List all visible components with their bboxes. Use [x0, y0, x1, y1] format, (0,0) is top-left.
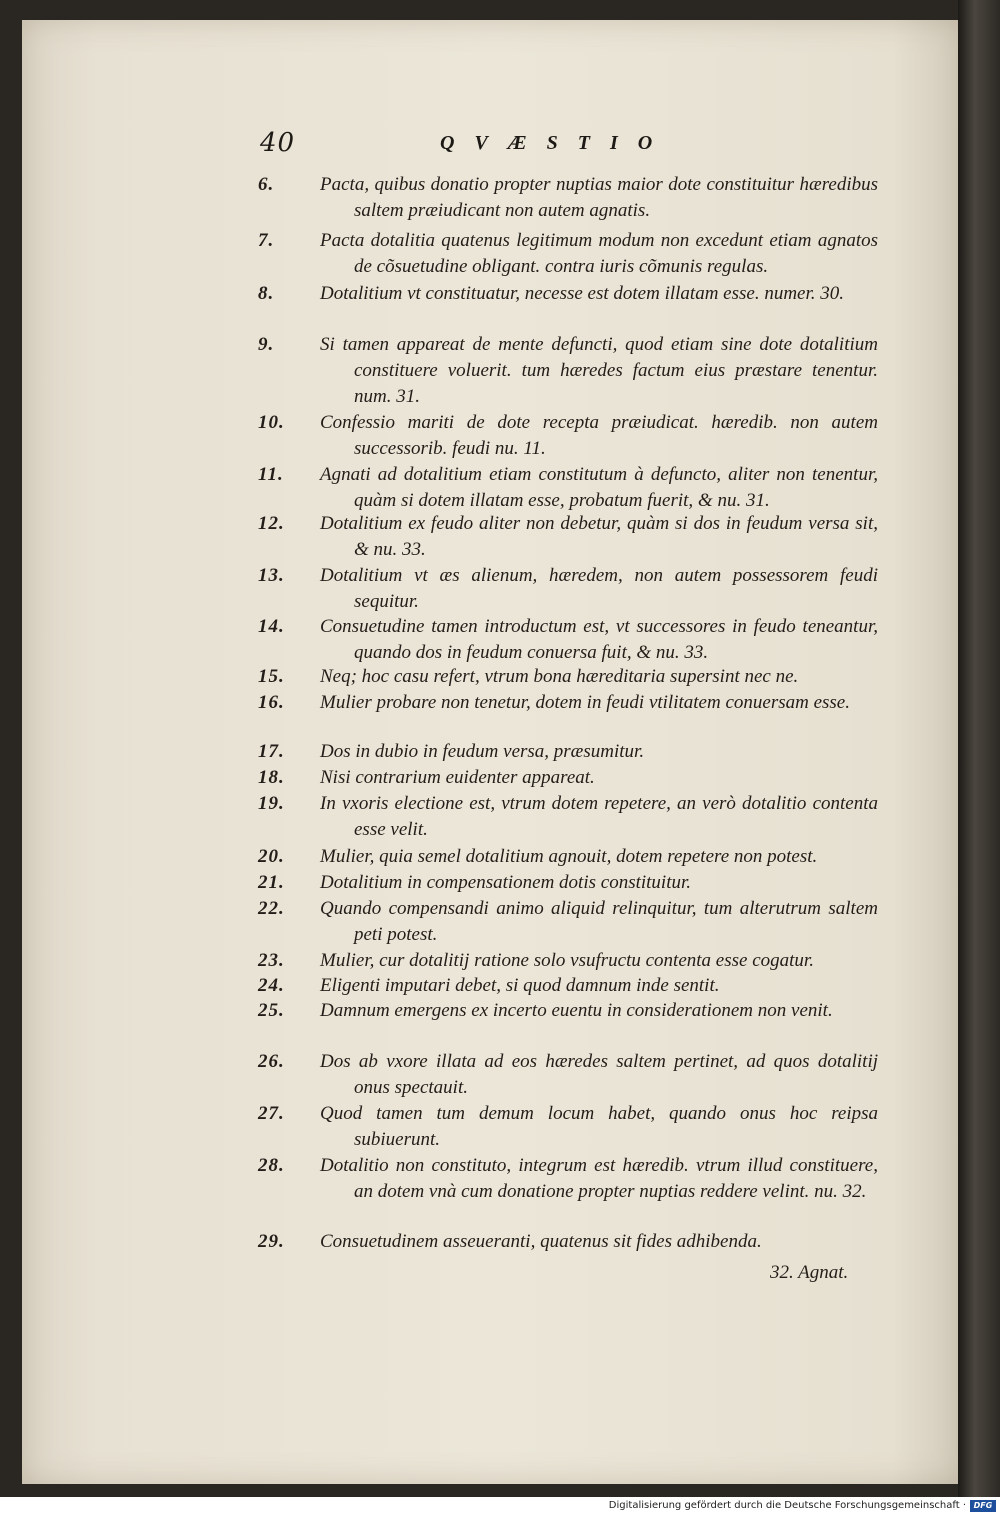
digitization-credit: Digitalisierung gefördert durch die Deutsche Forschungsgemeinschaft · — [608, 1500, 966, 1511]
summary-entry — [258, 228, 878, 280]
entry-number: 19. — [258, 793, 285, 814]
entry-number: 29. — [258, 1231, 285, 1252]
entry-text: Neq; hoc casu refert, vtrum bona hæreditaria supersint nec ne. — [320, 666, 799, 687]
summary-entry — [258, 1153, 878, 1205]
entry-number: 13. — [258, 565, 285, 586]
entry-number: 27. — [258, 1103, 285, 1124]
entry-number: 21. — [258, 872, 285, 893]
entry-number: 8. — [258, 283, 275, 304]
summary-entry — [258, 410, 878, 462]
entry-text: Eligenti imputari debet, si quod damnum inde sentit. — [320, 975, 720, 996]
entry-number: 10. — [258, 412, 285, 433]
entry-number: 28. — [258, 1155, 285, 1176]
entry-number: 7. — [258, 230, 275, 251]
summary-entry — [258, 739, 878, 765]
folio-number: 40 — [260, 128, 296, 158]
entry-text: Dotalitium in compensationem dotis constituitur. — [320, 872, 692, 893]
summary-entry — [258, 998, 878, 1024]
entry-text: Dos ab vxore illata ad eos hæredes saltem pertinet, ad quos dotalitij onus spectauit. — [320, 1051, 878, 1098]
entry-number: 11. — [258, 464, 284, 485]
entry-text: Mulier, cur dotalitij ratione solo vsufructu contenta esse cogatur. — [320, 950, 814, 971]
summary-entry — [258, 765, 878, 791]
summary-entry — [258, 844, 878, 870]
summary-entry — [258, 172, 878, 224]
entry-text: Damnum emergens ex incerto euentu in considerationem non venit. — [320, 1000, 833, 1021]
entry-text: Dotalitium ex feudo aliter non debetur, quàm si dos in feudum versa sit, & nu. 33. — [320, 513, 878, 560]
entry-text: Consuetudine tamen introductum est, vt successores in feudo teneantur, quando dos in feudum conuersa fuit, & nu. 33. — [320, 616, 878, 663]
entry-number: 24. — [258, 975, 285, 996]
entry-text: Pacta, quibus donatio propter nuptias maior dote constituitur hæredibus saltem præiudicant non autem agnatis. — [320, 174, 878, 221]
entry-number: 16. — [258, 692, 285, 713]
entry-text: In vxoris electione est, vtrum dotem repetere, an verò dotalitio contenta esse velit. — [320, 793, 878, 840]
entry-number: 20. — [258, 846, 285, 867]
entry-text: Dotalitio non constituto, integrum est hæredib. vtrum illud constituere, an dotem vnà cum donatione propter nuptias reddere velint. nu. 32. — [320, 1155, 878, 1202]
summary-entry — [258, 462, 878, 514]
entry-text: Pacta dotalitia quatenus legitimum modum non excedunt etiam agnatos de cõsuetudine obligant. contra iuris cõmunis regulas. — [320, 230, 878, 277]
page-header — [260, 128, 720, 160]
summary-entry — [258, 1101, 878, 1153]
entry-text: Quod tamen tum demum locum habet, quando onus hoc reipsa subiuerunt. — [320, 1103, 878, 1150]
summary-entry — [258, 614, 878, 666]
summary-entry — [258, 511, 878, 563]
summary-entry — [258, 690, 878, 716]
entry-text: Confessio mariti de dote recepta præiudicat. hæredib. non autem successorib. feudi nu. 11. — [320, 412, 878, 459]
summary-entry — [258, 664, 878, 690]
summary-entry — [258, 563, 878, 615]
entry-text: Dotalitium vt constituatur, necesse est dotem illatam esse. numer. 30. — [320, 283, 845, 304]
summary-entry — [258, 948, 878, 974]
running-head: QVÆSTIO — [440, 132, 673, 154]
summary-entry — [258, 870, 878, 896]
entry-number: 23. — [258, 950, 285, 971]
entry-number: 26. — [258, 1051, 285, 1072]
entry-text: Si tamen appareat de mente defuncti, quod etiam sine dote dotalitium constituere voluerit. tum hæredes factum eius præstare tenentur. num. 31. — [320, 334, 878, 407]
entry-number: 15. — [258, 666, 285, 687]
entry-number: 25. — [258, 1000, 285, 1021]
dfg-logo: DFG — [970, 1500, 996, 1512]
summary-entry — [258, 1049, 878, 1101]
summary-entry — [258, 1229, 878, 1255]
entry-text: Agnati ad dotalitium etiam constitutum à defuncto, aliter non tenentur, quàm si dotem illatam esse, probatum fuerit, & nu. 31. — [320, 464, 878, 511]
summary-entry — [258, 896, 878, 948]
entry-text: Quando compensandi animo aliquid relinquitur, tum alterutrum saltem peti potest. — [320, 898, 878, 945]
entry-text: Consuetudinem asseueranti, quatenus sit fides adhibenda. — [320, 1231, 762, 1252]
book-edge — [958, 0, 1000, 1497]
entry-number: 6. — [258, 174, 275, 195]
entry-text: Dos in dubio in feudum versa, præsumitur. — [320, 741, 645, 762]
entry-number: 9. — [258, 334, 275, 355]
entry-number: 14. — [258, 616, 285, 637]
catchword: 32. Agnat. — [770, 1262, 849, 1283]
entry-number: 17. — [258, 741, 285, 762]
summary-entry — [258, 973, 878, 999]
entry-number: 18. — [258, 767, 285, 788]
entry-text: Nisi contrarium euidenter appareat. — [320, 767, 595, 788]
entry-number: 12. — [258, 513, 285, 534]
summary-entry — [258, 281, 878, 307]
entry-text: Mulier, quia semel dotalitium agnouit, dotem repetere non potest. — [320, 846, 818, 867]
entry-text: Dotalitium vt æs alienum, hæredem, non autem possessorem feudi sequitur. — [320, 565, 878, 612]
summary-entry — [258, 332, 878, 410]
summary-entry — [258, 791, 878, 843]
entry-number: 22. — [258, 898, 285, 919]
entry-text: Mulier probare non tenetur, dotem in feudi vtilitatem conuersam esse. — [320, 692, 850, 713]
